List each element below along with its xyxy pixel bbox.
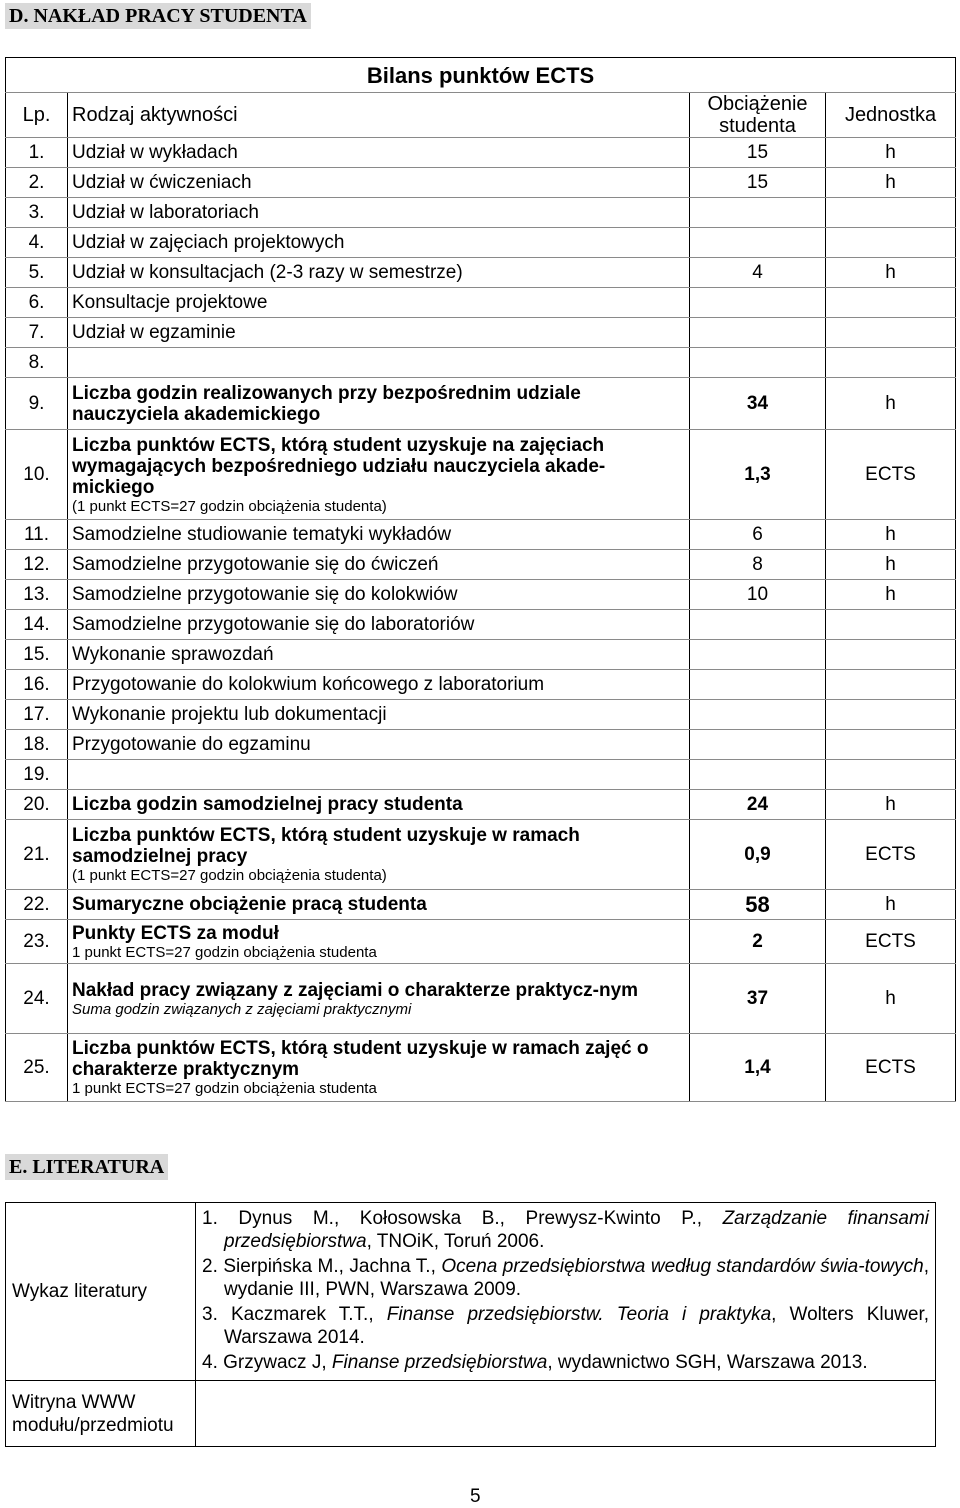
table-row [6,700,956,730]
literature-item-number: 1. [202,1208,218,1229]
row-value [690,348,826,378]
table-row [6,138,956,168]
row-lp: 15. [6,640,68,670]
row-lp: 1. [6,138,68,168]
row-value [690,760,826,790]
row-lp: 3. [6,198,68,228]
literature-item-authors: Dynus M., Kołosowska B., Prewysz-Kwinto P., [238,1208,723,1229]
row-lp: 10. [6,430,68,520]
row-unit [826,760,956,790]
table-row [6,920,956,964]
row-value: 15 [690,168,826,198]
row-unit: ECTS [826,820,956,890]
literature-list-cell [196,1203,936,1381]
literature-item-authors: Grzywacz J, [223,1352,332,1373]
row-value: 0,9 [690,820,826,890]
row-unit: h [826,520,956,550]
literature-item-details: , wydanie III, PWN, Warszawa 2009. [224,1256,929,1300]
row-lp: 5. [6,258,68,288]
row-value: 1,4 [690,1034,826,1102]
table-row [6,610,956,640]
row-activity: Udział w laboratoriach [68,198,690,228]
literature-item [202,1255,929,1301]
row-value: 6 [690,520,826,550]
page-number: 5 [470,1486,481,1507]
row-unit [826,640,956,670]
row-activity: Punkty ECTS za moduł [72,922,279,944]
row-value [690,288,826,318]
table-title: Bilans punktów ECTS [6,58,956,93]
literature-item-details: , TNOiK, Toruń 2006. [366,1231,545,1252]
row-activity: Udział w zajęciach projektowych [68,228,690,258]
literature-item-number: 4. [202,1352,218,1373]
row-activity-cell [68,430,690,520]
row-unit [826,730,956,760]
row-unit [826,348,956,378]
row-activity-cell [68,964,690,1034]
row-unit [826,228,956,258]
row-lp: 16. [6,670,68,700]
table-row [6,580,956,610]
literature-item-authors: Sierpińska M., Jachna T., [223,1256,442,1277]
literature-item [202,1351,929,1374]
row-activity: Liczba punktów ECTS, którą student uzyskuje w ramach samodzielnej pracy [72,825,580,867]
row-activity: Wykonanie projektu lub dokumentacji [68,700,690,730]
row-unit: ECTS [826,1034,956,1102]
row-unit: ECTS [826,920,956,964]
table-row [6,964,956,1034]
row-activity: Samodzielne studiowanie tematyki wykładów [68,520,690,550]
table-row [6,640,956,670]
row-activity-cell [68,820,690,890]
row-lp: 17. [6,700,68,730]
row-activity: Liczba punktów ECTS, którą student uzyskuje w ramach zajęć o charakterze praktycznym [72,1038,649,1080]
literature-item-title: Finanse przedsiębiorstw. Teoria i praktyka [386,1304,772,1325]
row-value [690,318,826,348]
row-value [690,198,826,228]
row-activity: Samodzielne przygotowanie się do laboratoriów [68,610,690,640]
table-row [6,378,956,430]
row-lp: 18. [6,730,68,760]
row-value: 10 [690,580,826,610]
row-note: 1 punkt ECTS=27 godzin obciążenia studenta [72,943,377,961]
table-row [6,550,956,580]
table-row [6,430,956,520]
literature-item-number: 2. [202,1256,218,1277]
literature-item-title: Zarządzanie finansami przedsiębiorstwa [224,1208,929,1252]
table-row [6,760,956,790]
row-activity: Liczba godzin realizowanych przy bezpośrednim udziale nauczyciela akademickiego [68,378,690,430]
row-value: 58 [690,890,826,920]
row-lp: 20. [6,790,68,820]
literature-item-details: , wydawnictwo SGH, Warszawa 2013. [547,1352,868,1373]
row-value [690,700,826,730]
row-note: (1 punkt ECTS=27 godzin obciążenia studenta) [72,497,387,515]
row-activity: Samodzielne przygotowanie się do kolokwiów [68,580,690,610]
row-lp: 4. [6,228,68,258]
row-value [690,610,826,640]
table-row [6,520,956,550]
literature-item-authors: Kaczmarek T.T., [230,1304,387,1325]
row-value [690,640,826,670]
row-lp: 13. [6,580,68,610]
header-row [6,93,956,138]
row-activity: Liczba godzin samodzielnej pracy studenta [68,790,690,820]
row-lp: 6. [6,288,68,318]
row-unit: h [826,790,956,820]
row-note: (1 punkt ECTS=27 godzin obciążenia studenta) [72,867,387,884]
row-lp: 12. [6,550,68,580]
row-unit [826,198,956,228]
header-lp: Lp. [6,93,68,138]
row-activity: Konsultacje projektowe [68,288,690,318]
row-value: 37 [690,964,826,1034]
literature-list [202,1207,929,1374]
row-unit: h [826,550,956,580]
row-note: 1 punkt ECTS=27 godzin obciążenia studenta [72,1080,377,1097]
header-activity: Rodzaj aktywności [68,93,690,138]
table-row [6,820,956,890]
table-row [6,890,956,920]
row-activity-cell [68,1034,690,1102]
row-lp: 25. [6,1034,68,1102]
row-unit [826,288,956,318]
section-d-heading: D. NAKŁAD PRACY STUDENTA [5,3,311,29]
table-row [6,348,956,378]
literature-item [202,1303,929,1349]
ects-balance-table [5,57,956,1102]
row-lp: 2. [6,168,68,198]
table-row [6,258,956,288]
header-load: Obciążenie studenta [690,93,826,138]
row-value: 1,3 [690,430,826,520]
literature-item-details: , Wolters Kluwer, Warszawa 2014. [224,1304,929,1348]
literature-item-title: Ocena przedsiębiorstwa według standardów świa-towych [441,1256,924,1277]
row-activity: Udział w egzaminie [68,318,690,348]
row-unit: h [826,964,956,1034]
row-unit [826,610,956,640]
row-activity: Wykonanie sprawozdań [68,640,690,670]
row-unit: h [826,580,956,610]
row-value [690,228,826,258]
row-unit: h [826,378,956,430]
row-value: 34 [690,378,826,430]
table-row [6,168,956,198]
row-unit [826,700,956,730]
row-activity: Nakład pracy związany z zajęciami o charakterze praktycz-nym [72,979,639,1001]
row-lp: 19. [6,760,68,790]
table-row [6,730,956,760]
table-row [6,198,956,228]
row-lp: 21. [6,820,68,890]
row-activity: Sumaryczne obciążenie pracą studenta [68,890,690,920]
table-row [6,790,956,820]
row-value [690,670,826,700]
row-value: 8 [690,550,826,580]
row-value: 2 [690,920,826,964]
row-unit [826,670,956,700]
row-unit: h [826,890,956,920]
header-unit: Jednostka [826,93,956,138]
www-value [196,1381,936,1447]
row-activity: Samodzielne przygotowanie się do ćwiczeń [68,550,690,580]
row-activity: Udział w wykładach [68,138,690,168]
row-activity: Przygotowanie do kolokwium końcowego z laboratorium [68,670,690,700]
row-lp: 14. [6,610,68,640]
literature-item [202,1207,929,1253]
table-row [6,288,956,318]
row-note: Suma godzin związanych z zajęciami praktycznymi [72,1000,412,1018]
literature-item-title: Finanse przedsiębiorstwa [331,1352,548,1373]
row-lp: 11. [6,520,68,550]
row-activity-cell [68,920,690,964]
literature-label: Wykaz literatury [6,1203,196,1381]
row-value: 24 [690,790,826,820]
row-unit [826,318,956,348]
table-row [6,318,956,348]
row-activity [68,348,690,378]
www-label: Witryna WWW modułu/przedmiotu [6,1381,196,1447]
row-unit: h [826,258,956,288]
row-unit: h [826,138,956,168]
row-activity: Liczba punktów ECTS, którą student uzyskuje na zajęciach wymagających bezpośredniego udziału nauczyciela akade-mickiego [72,434,606,498]
table-row [6,670,956,700]
row-value: 4 [690,258,826,288]
row-lp: 9. [6,378,68,430]
section-e-heading: E. LITERATURA [5,1154,168,1180]
row-lp: 24. [6,964,68,1034]
row-unit: h [826,168,956,198]
row-activity [68,760,690,790]
table-row [6,1034,956,1102]
table-row [6,228,956,258]
row-activity: Udział w konsultacjach (2-3 razy w semestrze) [68,258,690,288]
row-lp: 7. [6,318,68,348]
row-value [690,730,826,760]
row-lp: 8. [6,348,68,378]
row-activity: Udział w ćwiczeniach [68,168,690,198]
row-lp: 23. [6,920,68,964]
literature-table [5,1202,936,1447]
row-lp: 22. [6,890,68,920]
literature-item-number: 3. [202,1304,218,1325]
row-value: 15 [690,138,826,168]
row-activity: Przygotowanie do egzaminu [68,730,690,760]
row-unit: ECTS [826,430,956,520]
